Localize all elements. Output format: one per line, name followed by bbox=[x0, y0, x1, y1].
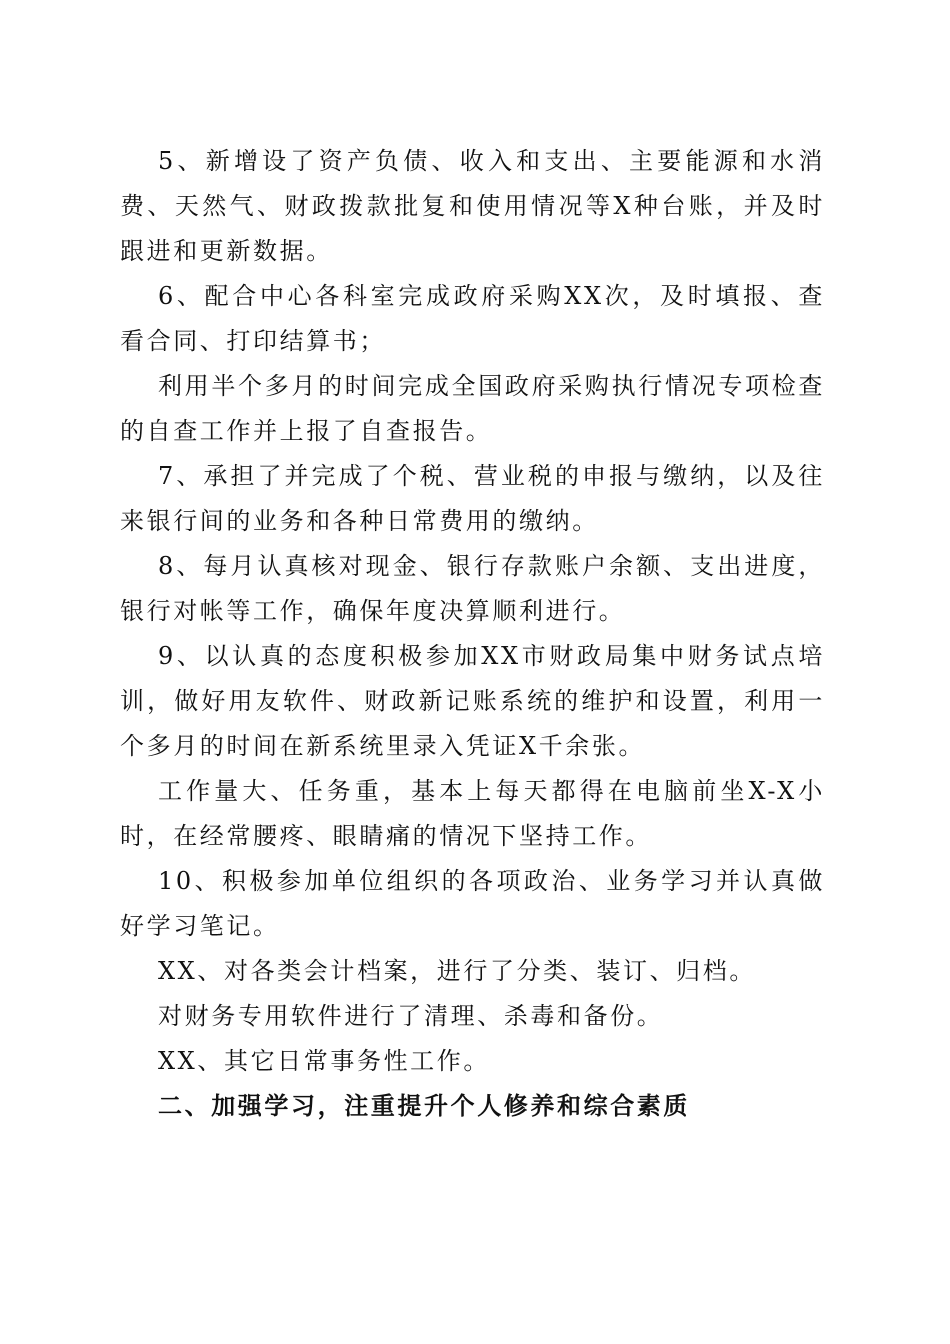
paragraph-archives: XX、对各类会计档案，进行了分类、装订、归档。 bbox=[158, 957, 756, 985]
section-heading: 二、加强学习，注重提升个人修养和综合素质 bbox=[158, 1092, 690, 1120]
paragraph-self-inspection: 利用半个多月的时间完成全国政府采购执行情况专项检查的自查工作并上报了自查报告。 bbox=[120, 372, 825, 445]
paragraph-workload: 工作量大、任务重，基本上每天都得在电脑前坐X-X小时，在经常腰疼、眼睛痛的情况下坚持工作。 bbox=[120, 777, 825, 850]
paragraph-other: XX、其它日常事务性工作。 bbox=[158, 1047, 490, 1075]
paragraph-software: 对财务专用软件进行了清理、杀毒和备份。 bbox=[158, 1002, 664, 1030]
paragraph-item-9: 9、以认真的态度积极参加XX市财政局集中财务试点培训，做好用友软件、财政新记账系统的维护和设置，利用一个多月的时间在新系统里录入凭证X千余张。 bbox=[120, 642, 825, 760]
paragraph-item-7: 7、承担了并完成了个税、营业税的申报与缴纳，以及往来银行间的业务和各种日常费用的缴纳。 bbox=[120, 462, 825, 535]
paragraph-item-5: 5、新增设了资产负债、收入和支出、主要能源和水消费、天然气、财政拨款批复和使用情况等X种台账，并及时跟进和更新数据。 bbox=[120, 147, 825, 265]
paragraph-item-10: 10、积极参加单位组织的各项政治、业务学习并认真做好学习笔记。 bbox=[120, 867, 825, 940]
document-page bbox=[120, 139, 825, 1129]
paragraph-item-6: 6、配合中心各科室完成政府采购XX次，及时填报、查看合同、打印结算书； bbox=[120, 282, 825, 355]
paragraph-item-8: 8、每月认真核对现金、银行存款账户余额、支出进度，银行对帐等工作，确保年度决算顺利进行。 bbox=[120, 552, 825, 625]
